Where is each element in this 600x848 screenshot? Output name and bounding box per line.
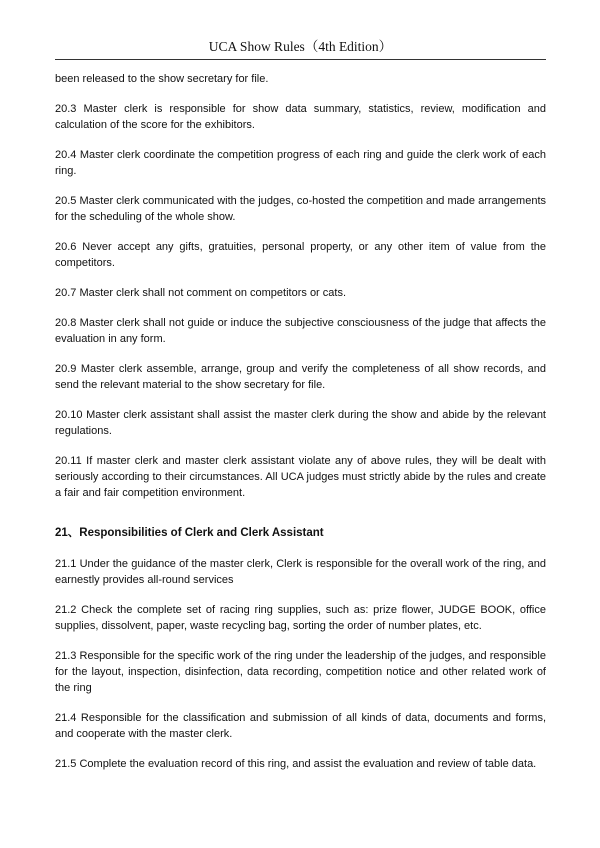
paragraph-21-3: 21.3 Responsible for the specific work of the ring under the leadership of the judges, and responsible for the layout, inspection, disinfection, data recording, competition notice and other related work of the ring xyxy=(55,650,546,694)
paragraph-20-8: 20.8 Master clerk shall not guide or induce the subjective consciousness of the judge that affects the evaluation in any form. xyxy=(55,317,546,345)
section-21-heading: 21、Responsibilities of Clerk and Clerk Assistant xyxy=(55,527,324,539)
paragraph-21-5: 21.5 Complete the evaluation record of this ring, and assist the evaluation and review of table data. xyxy=(55,758,537,770)
paragraph-20-3: 20.3 Master clerk is responsible for show data summary, statistics, review, modification and calculation of the score for the exhibitors. xyxy=(55,103,546,131)
paragraph-20-6: 20.6 Never accept any gifts, gratuities, personal property, or any other item of value from the competitors. xyxy=(55,241,546,269)
header-divider xyxy=(55,59,546,60)
paragraph-20-4: 20.4 Master clerk coordinate the competition progress of each ring and guide the clerk work of each ring. xyxy=(55,149,546,177)
paragraph-20-10: 20.10 Master clerk assistant shall assist the master clerk during the show and abide by the relevant regulations. xyxy=(55,409,546,437)
document-body xyxy=(55,71,546,786)
paragraph-20-9: 20.9 Master clerk assemble, arrange, group and verify the completeness of all show records, and send the relevant material to the show secretary for file. xyxy=(55,363,546,391)
paragraph-20-5: 20.5 Master clerk communicated with the judges, co-hosted the competition and made arrangements for the scheduling of the whole show. xyxy=(55,195,546,223)
paragraph-continuation: been released to the show secretary for file. xyxy=(55,73,269,85)
paragraph-21-4: 21.4 Responsible for the classification and submission of all kinds of data, documents and forms, and cooperate with the master clerk. xyxy=(55,712,546,740)
paragraph-21-1: 21.1 Under the guidance of the master clerk, Clerk is responsible for the overall work of the ring, and earnestly provides all-round services xyxy=(55,558,546,586)
paragraph-20-7: 20.7 Master clerk shall not comment on competitors or cats. xyxy=(55,287,347,299)
paragraph-20-11: 20.11 If master clerk and master clerk assistant violate any of above rules, they will be dealt with seriously according to their circumstances. All UCA judges must strictly abide by the rules and create a fair and fair competition environment. xyxy=(55,455,546,499)
page-header-title: UCA Show Rules（4th Edition） xyxy=(208,39,393,54)
paragraph-21-2: 21.2 Check the complete set of racing ring supplies, such as: prize flower, JUDGE BOOK, office supplies, dissolvent, paper, waste recycling bag, sorting the order of number plates, etc. xyxy=(55,604,546,632)
